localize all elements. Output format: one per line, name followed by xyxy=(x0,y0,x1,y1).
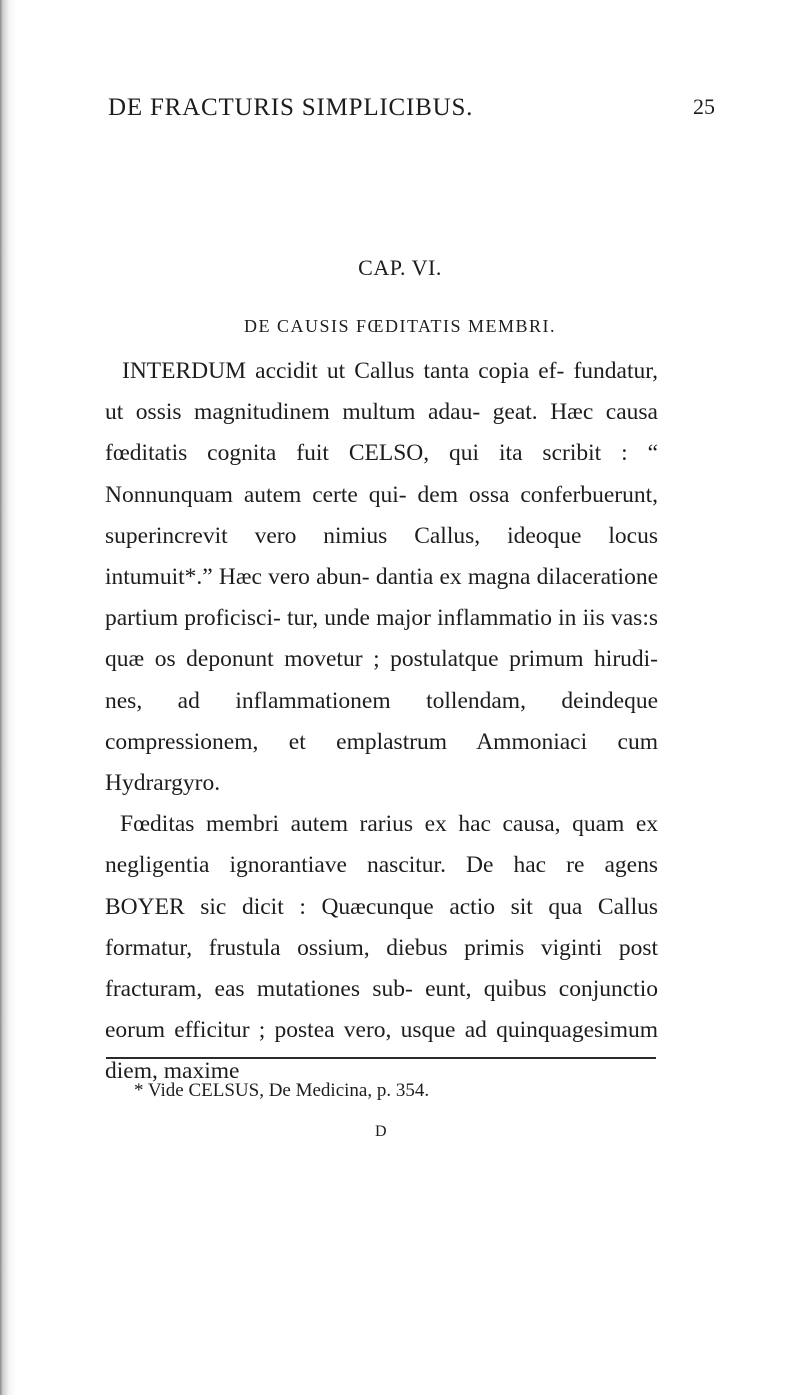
running-title: DE FRACTURIS SIMPLICIBUS. xyxy=(108,94,474,121)
chapter-title: DE CAUSIS FŒDITATIS MEMBRI. xyxy=(243,316,557,336)
chapter-label: CAP. VI. xyxy=(358,255,442,280)
body-text xyxy=(105,351,658,1093)
paragraph-1: INTERDUM accidit ut Callus tanta copia ef- fundatur, ut ossis magnitudinem multum adau- geat. Hæc causa fœditatis cognita fuit CELSO, qui ita scribit : “ Nonnunquam autem certe qui- dem ossa conferbuerunt, superincrevit vero nimius Callus, ideoque locus intumuit*.” Hæc vero abun- dantia ex magna dilaceratione partium proficisci- tur, unde major inflammatio in iis vas:s quæ os deponunt movetur ; postulatque primum hirudi- nes, ad inflammationem tollendam, deindeque compressionem, et emplastrum Ammoniaci cum Hydrargyro. xyxy=(105,358,658,797)
footnote-rule xyxy=(106,1057,656,1059)
footnote: * Vide CELSUS, De Medicina, p. 354. xyxy=(134,1080,430,1101)
signature-mark: D xyxy=(375,1123,387,1140)
paragraph-2: Fœditas membri autem rarius ex hac causa, quam ex negligentia ignorantiave nascitur. De hac re agens BOYER sic dicit : Quæcunque actio sit qua Callus formatur, frustula ossium, diebus primis viginti post fracturam, eas mutationes sub- eunt, quibus conjunctio eorum efficitur ; postea vero, usque ad quinquagesimum diem, maxime xyxy=(105,811,658,1085)
page-number: 25 xyxy=(693,94,715,119)
